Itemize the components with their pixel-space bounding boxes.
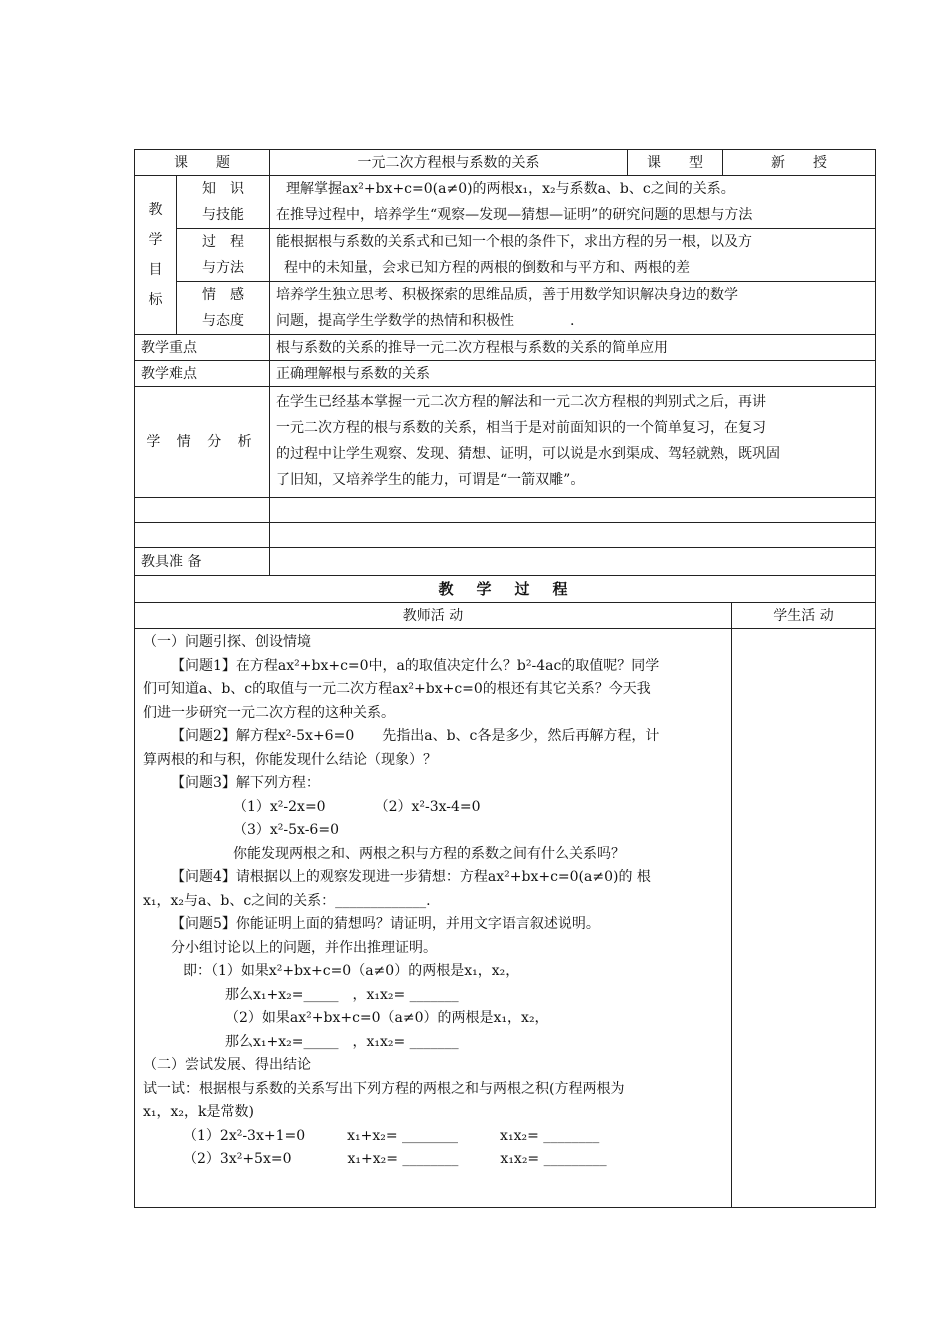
process-label: 过 程 与方法: [177, 229, 270, 282]
knowledge-label: 知 识 与技能: [177, 176, 270, 229]
blank-cell: [270, 498, 876, 523]
key-points-value: 根与系数的关系的推导一元二次方程根与系数的关系的简单应用: [270, 335, 876, 361]
student-activity-header: 学生活 动: [732, 603, 876, 629]
blank-cell: [135, 498, 270, 523]
process-text: 能根据根与系数的关系式和已知一个根的条件下，求出方程的另一根，以及方 程中的未知量，会求已知方程的两根的倒数和与平方和、两根的差: [270, 229, 876, 282]
section-heading: （一）问题引探、创设情境: [143, 634, 311, 650]
key-points-label: 教学重点: [135, 335, 270, 361]
objectives-label: 教 学 目 标: [135, 176, 177, 335]
lesson-plan-table: [134, 149, 875, 1208]
student-activity-content: [732, 629, 876, 1208]
prep-value: [270, 548, 876, 576]
analysis-text: 在学生已经基本掌握一元二次方程的解法和一元二次方程根的判别式之后，再讲 一元二次方程的根与系数的关系，相当于是对前面知识的一个简单复习，在复习 的过程中让学生观察、发现、猜想、证明，可以说是水到渠成、驾轻就熟，既巩固 了旧知，又培养学生的能力，可谓是“一箭双雕”。: [270, 387, 876, 498]
process-title: 教 学 过 程: [135, 576, 876, 603]
prep-label: 教具准 备: [135, 548, 270, 576]
teacher-activity-header: 教师活 动: [135, 603, 732, 629]
difficult-points-value: 正确理解根与系数的关系: [270, 361, 876, 387]
type-value: 新 授: [723, 150, 876, 176]
teacher-activity-content: （一）问题引探、创设情境 【问题1】在方程ax²+bx+c=0中，a的取值决定什么？b²-4ac的取值呢？同学 们可知道a、b、c的取值与一元二次方程ax²+bx+c=0的根还有其它关系？今天我 们进一步研究一元二次方程的这种关系。 【问题2】解方程x²-5x+6=0 先指出a、b、c各是多少，然后再解方程，计 算两根的和与积，你能发现什么结论（现象）？ 【问题3】解下列方程： （1）x²-2x=0 （2）x²-3x-4=0 （3）x²-5x-6=0 你能发现两根之和、两根之积与方程的系数之间有什么关系吗？ 【问题4】请根据以上的观察发现进一步猜想：方程ax²+bx+c=0(a≠0)的 根 x₁，x₂与a、b、c之间的关系：_____________. 【问题5】你能证明上面的猜想吗？请证明，并用文字语言叙述说明。 分小组讨论以上的问题，并作出推理证明。 即：（1）如果x²+bx+c=0（a≠0）的两根是x₁，x₂， 那么x₁+x₂=_____ ，x₁x₂= _______ （2）如果ax²+bx+c=0（a≠0）的两根是x₁，x₂， 那么x₁+x₂=_____ ，x₁x₂= _______ （二）尝试发展、得出结论 试一试：根据根与系数的关系写出下列方程的两根之和与两根之积(方程两根为 x₁，x₂，k是常数) （1）2x²-3x+1=0 x₁+x₂= ________ x₁x₂= ________ （2）3x²+5x=0 x₁+x₂= ________ x₁x₂= _________: [135, 629, 732, 1208]
blank-cell: [135, 523, 270, 548]
knowledge-text: 理解掌握ax²+bx+c=0(a≠0)的两根x₁，x₂与系数a、b、c之间的关系。 在推导过程中，培养学生“观察—发现—猜想—证明”的研究问题的思想与方法: [270, 176, 876, 229]
emotion-text: 培养学生独立思考、积极探索的思维品质，善于用数学知识解决身边的数学 问题，提高学生学数学的热情和积极性 .: [270, 282, 876, 335]
topic-value: 一元二次方程根与系数的关系: [270, 150, 628, 176]
topic-label: 课 题: [135, 150, 270, 176]
section-heading: （二）尝试发展、得出结论: [143, 1057, 311, 1073]
type-label: 课 型: [628, 150, 723, 176]
analysis-label: 学 情 分 析: [135, 387, 270, 498]
blank-cell: [270, 523, 876, 548]
emotion-label: 情 感 与态度: [177, 282, 270, 335]
difficult-points-label: 教学难点: [135, 361, 270, 387]
